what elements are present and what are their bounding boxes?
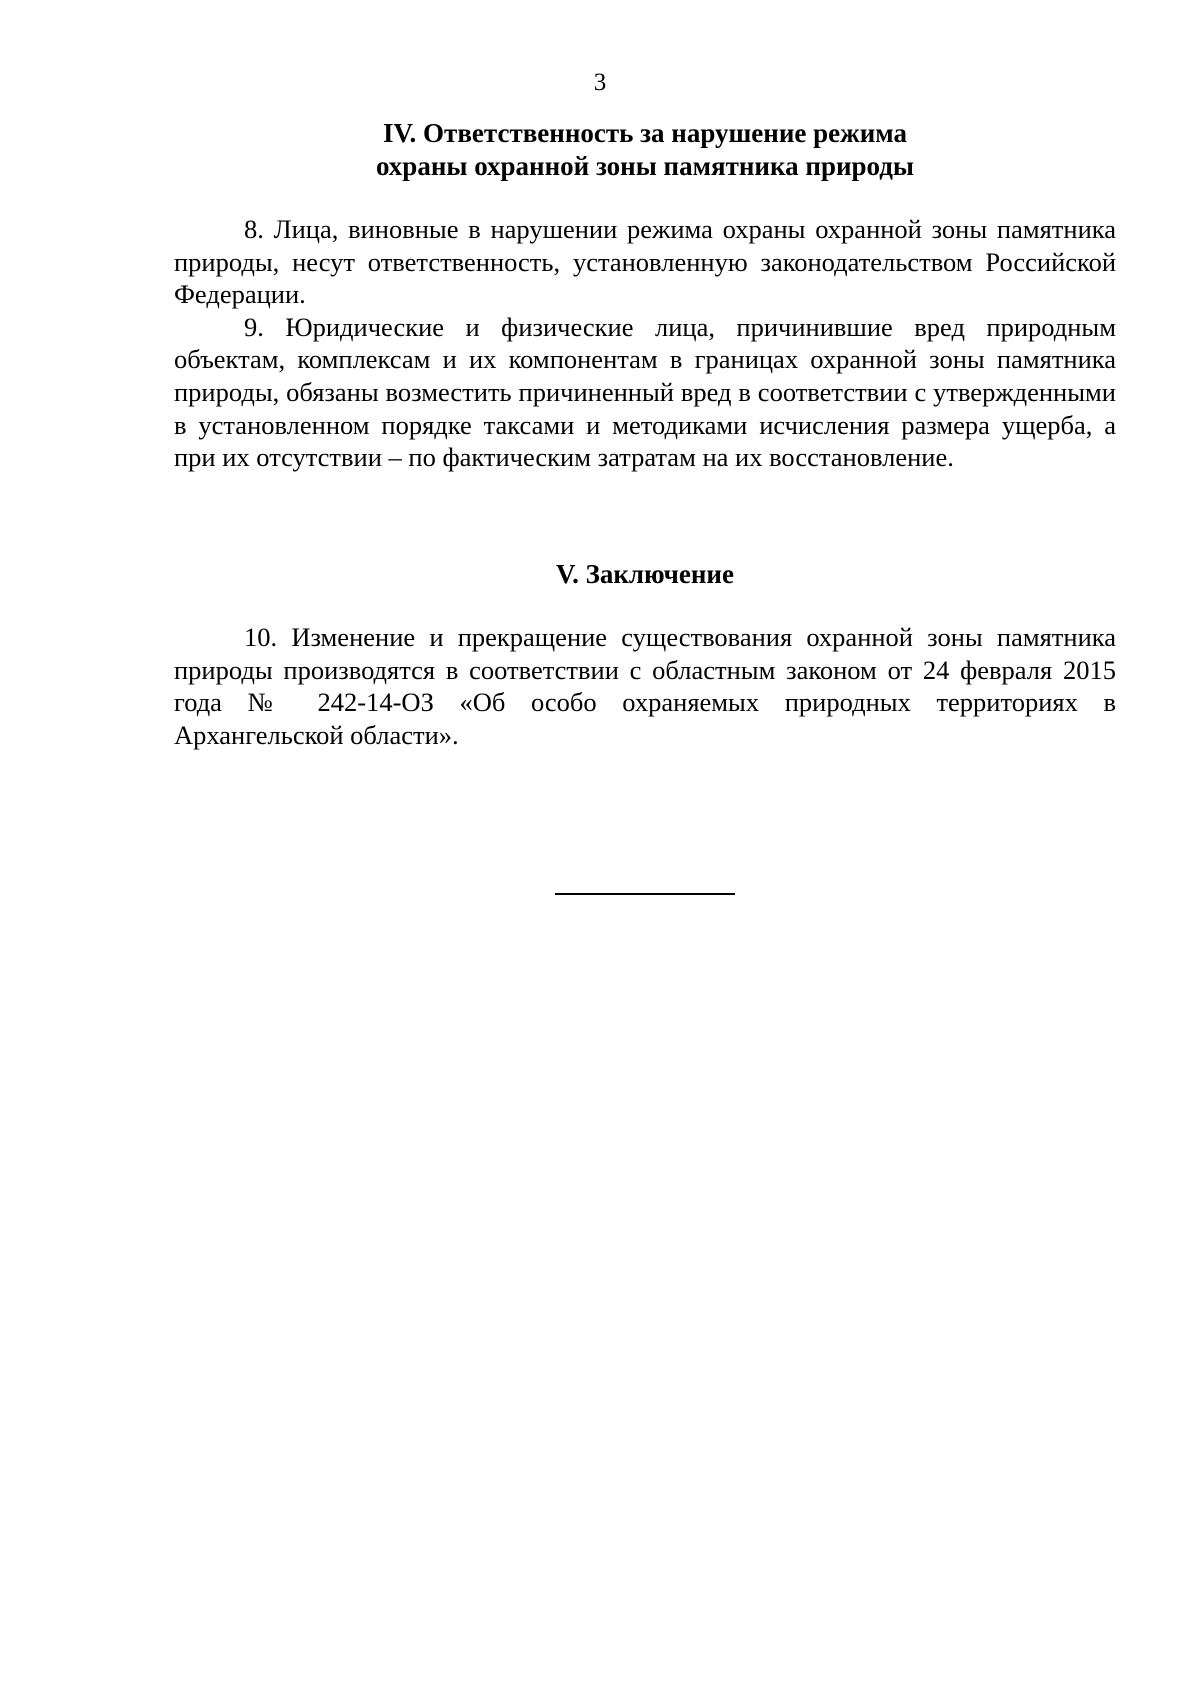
paragraph-10: 10. Изменение и прекращение существования охранной зоны памятника природы производятся в соответствии с областным законом от 24 февраля 2015 года № 242-14-ОЗ «Об особо охраняемых природных территориях в Архангельской области».: [174, 622, 1116, 750]
paragraph-9: 9. Юридические и физические лица, причинившие вред природным объектам, комплексам и их компонентам в границах охранной зоны памятника природы, обязаны возместить причиненный вред в соответствии с утвержденными в установленном порядке таксами и методиками исчисления размера ущерба, а при их отсутствии – по фактическим затратам на их восстановление.: [174, 311, 1116, 473]
end-of-document-line: [555, 893, 735, 895]
heading-line-2: охраны охранной зоны памятника природы: [375, 151, 914, 181]
section-conclusion: [174, 558, 1116, 751]
page-number: 3: [593, 69, 607, 96]
section-heading: [174, 117, 1116, 183]
paragraph-8: 8. Лица, виновные в нарушении режима охраны охранной зоны памятника природы, несут ответственность, установленную законодательством Российской Федерации.: [174, 214, 1116, 310]
section-responsibility: [174, 117, 1116, 474]
section-heading: V. Заключение: [556, 559, 734, 589]
heading-line-1: IV. Ответственность за нарушение режима: [383, 118, 907, 148]
